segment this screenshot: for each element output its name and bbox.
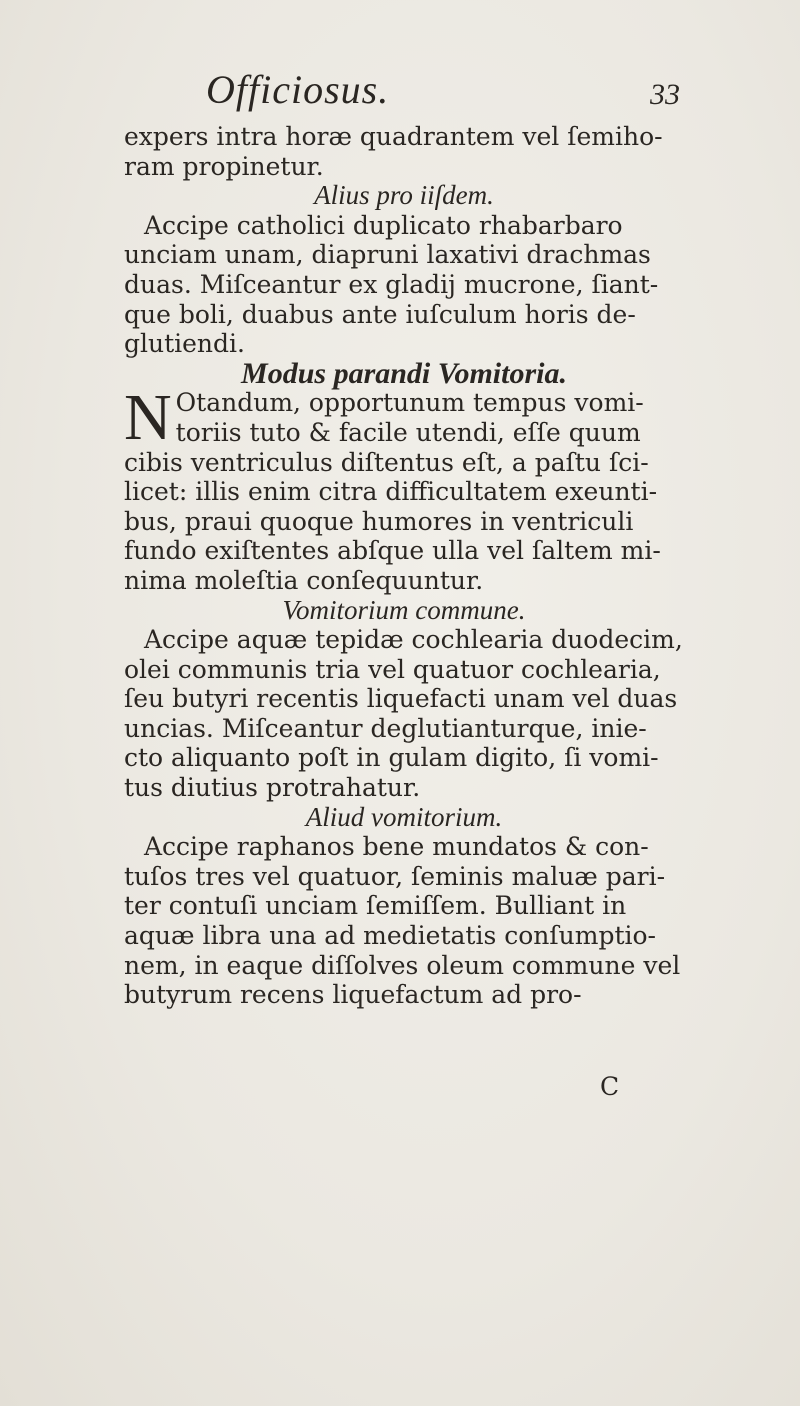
signature-mark: C [600, 1072, 620, 1101]
paragraph-2: Accipe catholici duplicato rhabarbaro unciam unam, diapruni laxativi drachmas duas. Miſceantur ex gladij mucrone, ſiant- que boli, duabus ante iuſculum horis de- glutiendi. [124, 210, 659, 359]
paragraph-5: Accipe raphanos bene mundatos & con- tuſos tres vel quatuor, ſeminis maluæ pari- ter contuſi unciam ſemiſſem. Bulliant in aquæ libra una ad medietatis conſumptio- nem, in eaque diſſolves oleum commune vel butyrum recens liquefactum ad pro- [124, 832, 681, 1010]
paragraph-3 [124, 381, 684, 595]
paragraph-1: expers intra horæ quadrantem vel ſemiho- ram propinetur. [124, 122, 663, 181]
paragraph-4: Accipe aquæ tepidæ cochlearia duodecim, olei communis tria vel quatuor cochlearia, ſeu butyri recentis liquefacti unam vel duas uncias. Miſceantur deglutianturque, inie- cto aliquanto poſt in gulam digito, ſi vomi- tus diutius protrahatur. [124, 625, 683, 803]
page-header [120, 58, 680, 118]
heading-aliud-vomitorium: Aliud vomitorium. [305, 801, 503, 832]
heading-vomitorium-commune: Vomitorium commune. [282, 594, 526, 625]
body-text [124, 122, 684, 1010]
drop-cap: N [124, 381, 172, 455]
page-number: 33 [650, 78, 680, 111]
heading-alius-pro-iisdem: Alius pro iiſdem. [314, 180, 494, 211]
heading-modus-parandi-vomitoria: Modus parandi Vomitoria. [241, 356, 567, 390]
paragraph-3-text: Otandum, opportunum tempus vomi- toriis tuto & facile utendi, eſſe quum cibis ventriculus diſtentus eſt, a paſtu ſci- licet: illis enim citra difficultatem exeunti- bus, praui quoque humores in ventriculi fundo exiſtentes abſque ulla vel ſaltem mi- nima moleſtia conſequuntur. [124, 388, 661, 595]
running-title: Officiosus. [206, 67, 390, 112]
